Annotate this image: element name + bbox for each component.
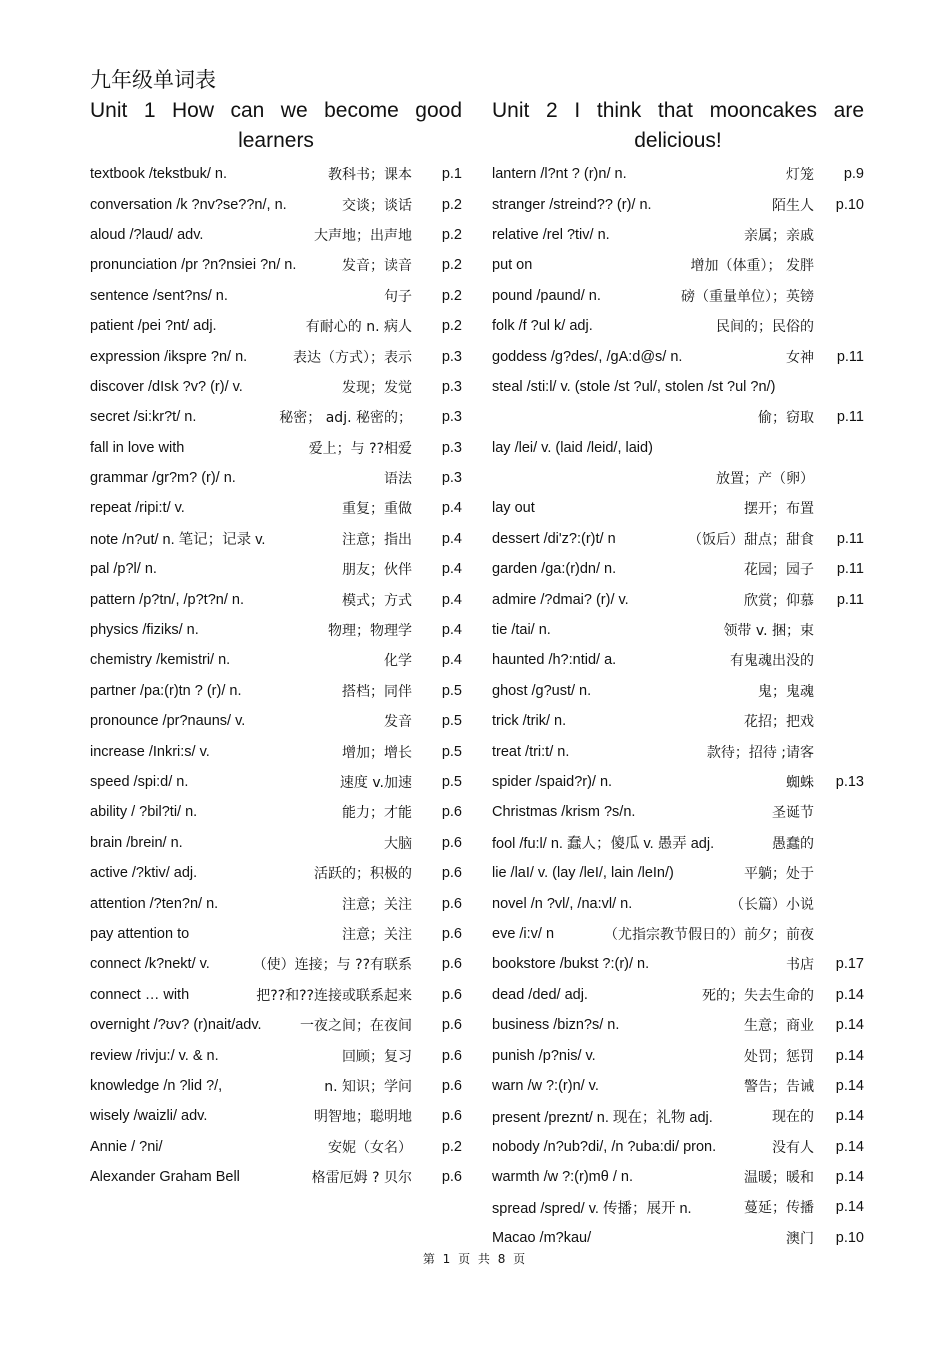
vocab-word: Macao /m?kau/ — [492, 1229, 592, 1246]
vocab-entry — [90, 554, 462, 584]
vocab-word: pound /paund/ n. — [492, 287, 601, 304]
vocab-page-ref: p.3 — [441, 378, 462, 395]
vocab-meaning: 摆开；布置 — [744, 501, 814, 518]
vocab-meaning: 款待；招待 ;请客 — [706, 744, 814, 761]
vocab-page-ref: p.4 — [441, 561, 462, 578]
vocab-entry — [492, 524, 864, 554]
vocab-page-ref: p.6 — [441, 895, 462, 912]
vocab-entry — [90, 1132, 462, 1162]
vocab-word: speed /spi:d/ n. — [90, 774, 189, 790]
vocab-meaning: 磅（重量单位）；英镑 — [681, 288, 814, 305]
vocab-word: pay attention to — [90, 925, 190, 942]
vocab-page-ref: p.14 — [835, 986, 864, 1003]
vocab-meaning: 活跃的；积极的 — [314, 866, 412, 883]
vocab-page-ref: p.3 — [441, 470, 462, 487]
vocab-meaning: 领带 v. 捆；束 — [723, 623, 814, 640]
vocab-word: pronounce /pr?nauns/ v. — [90, 713, 246, 730]
vocab-meaning: 亲属；亲戚 — [744, 227, 814, 244]
vocab-meaning: 处罚；惩罚 — [744, 1048, 814, 1065]
vocab-word: physics /fiziks/ n. — [90, 622, 199, 639]
vocab-entry — [492, 645, 864, 675]
vocab-meaning: 蜘蛛 — [786, 775, 814, 791]
vocab-word: knowledge /n ?lid ?/, — [90, 1077, 223, 1094]
vocab-word: brain /brein/ n. — [90, 834, 183, 851]
vocab-word: review /rivju:/ v. & n. — [90, 1047, 219, 1064]
vocab-meaning: 花招；把戏 — [744, 714, 814, 731]
vocab-meaning: 没有人 — [772, 1139, 814, 1156]
vocab-entry — [492, 554, 864, 584]
vocab-page-ref: p.6 — [441, 834, 462, 851]
vocab-page-ref: p.4 — [441, 622, 462, 639]
vocab-word: repeat /ripi:t/ v. — [90, 500, 185, 517]
vocab-page-ref: p.4 — [441, 500, 462, 517]
vocab-meaning: 平躺；处于 — [744, 866, 814, 883]
vocab-meaning: 秘密； adj. 秘密的； — [279, 410, 412, 427]
document-title: 九年级单词表 — [90, 68, 216, 92]
vocab-entry — [90, 311, 462, 341]
vocab-page-ref: p.2 — [441, 196, 462, 213]
vocab-word: stranger /streind?? (r)/ n. — [492, 196, 652, 213]
vocab-word: connect /k?nekt/ v. — [90, 956, 210, 973]
vocab-entry — [492, 250, 864, 280]
vocab-word: textbook /tekstbuk/ n. — [90, 166, 228, 183]
vocab-meaning: 欣赏；仰慕 — [744, 592, 814, 609]
vocab-entry — [492, 949, 864, 979]
vocab-page-ref: p.6 — [441, 1077, 462, 1094]
vocab-word: dead /ded/ adj. — [492, 986, 588, 1003]
vocab-word: lie /laI/ v. (lay /leI/, lain /leIn/) — [492, 865, 674, 882]
vocab-entry — [492, 888, 864, 918]
vocab-word: wisely /waizli/ adv. — [90, 1108, 208, 1125]
vocab-page-ref: p.9 — [843, 166, 864, 183]
vocab-page-ref: p.5 — [441, 743, 462, 760]
vocab-entry — [492, 828, 864, 858]
vocab-meaning: 增加；增长 — [342, 744, 412, 761]
vocab-page-ref: p.2 — [441, 287, 462, 304]
vocab-entry — [90, 1010, 462, 1040]
vocab-page-ref: p.11 — [836, 409, 864, 426]
vocab-word: increase /Inkri:s/ v. — [90, 743, 210, 760]
vocab-word: punish /p?nis/ v. — [492, 1047, 596, 1064]
vocab-word: partner /pa:(r)tn ? (r)/ n. — [90, 682, 242, 699]
vocab-entry — [492, 433, 864, 463]
vocab-entry — [90, 797, 462, 827]
unit-1-heading-continued: learners — [238, 129, 314, 152]
unit-2-word-list — [492, 159, 864, 1253]
vocab-meaning: 安妮（女名） — [328, 1139, 412, 1156]
unit-1-word-list — [90, 159, 462, 1192]
vocab-word: spider /spaid?r)/ n. — [492, 774, 613, 790]
vocab-word: fool /fu:l/ n. 蠢人；傻瓜 v. 愚弄 adj. — [492, 836, 715, 853]
vocab-page-ref: p.6 — [441, 986, 462, 1003]
vocab-entry — [90, 524, 462, 554]
vocab-word: Christmas /krism ?s/n. — [492, 804, 636, 821]
vocab-word: sentence /sent?ns/ n. — [90, 287, 228, 304]
vocab-page-ref: p.10 — [835, 196, 864, 213]
vocab-page-ref: p.3 — [441, 409, 462, 426]
vocab-entry — [492, 159, 864, 189]
vocab-meaning: 生意；商业 — [744, 1018, 814, 1035]
vocab-page-ref: p.1 — [441, 166, 462, 183]
vocab-meaning: 陌生人 — [772, 197, 814, 214]
vocab-word: bookstore /bukst ?:(r)/ n. — [492, 956, 650, 973]
vocab-page-ref: p.11 — [836, 561, 864, 578]
vocab-meaning: 格雷厄姆 ? 贝尔 — [311, 1170, 412, 1187]
vocab-word: overnight /?ʊv? (r)nait/adv. — [90, 1017, 262, 1034]
vocab-entry — [492, 281, 864, 311]
vocab-word: trick /trik/ n. — [492, 713, 567, 730]
vocab-entry — [90, 1071, 462, 1101]
vocab-meaning: 爱上；与 ??相爱 — [308, 440, 412, 457]
vocab-page-ref: p.6 — [441, 1108, 462, 1125]
vocab-page-ref: p.14 — [835, 1138, 864, 1155]
vocab-entry — [492, 919, 864, 949]
vocab-entry — [90, 372, 462, 402]
vocab-word: note /n?ut/ n. 笔记；记录 v. — [90, 532, 266, 549]
vocab-word: grammar /gr?m? (r)/ n. — [90, 470, 236, 487]
vocab-entry — [492, 767, 864, 797]
unit-2-heading-continued: delicious! — [634, 129, 722, 152]
vocab-meaning: 发音 — [384, 714, 412, 731]
vocab-word: Alexander Graham Bell — [90, 1169, 240, 1186]
vocab-page-ref: p.4 — [441, 591, 462, 608]
vocab-meaning: 能力；才能 — [342, 805, 412, 822]
vocab-meaning: 书店 — [786, 957, 814, 974]
vocab-entry — [90, 250, 462, 280]
vocab-word: aloud /?laud/ adv. — [90, 226, 204, 243]
vocab-word: chemistry /kemistri/ n. — [90, 652, 231, 669]
vocab-entry — [492, 858, 864, 888]
vocab-word: relative /rel ?tiv/ n. — [492, 226, 610, 243]
vocab-entry — [90, 706, 462, 736]
vocab-meaning: 大脑 — [384, 835, 412, 852]
vocab-page-ref: p.14 — [835, 1108, 864, 1125]
vocab-word: conversation /k ?nv?se??n/, n. — [90, 196, 287, 213]
unit-2-column — [492, 96, 864, 1253]
vocab-page-ref: p.2 — [441, 226, 462, 243]
vocab-meaning: n. 知识；学问 — [324, 1078, 412, 1095]
vocab-entry — [492, 584, 864, 614]
vocab-entry — [492, 1010, 864, 1040]
vocab-entry — [492, 736, 864, 766]
vocab-entry — [90, 888, 462, 918]
vocab-page-ref: p.6 — [441, 1017, 462, 1034]
vocab-word: ability / ?bil?ti/ n. — [90, 804, 198, 821]
vocab-entry — [492, 1192, 864, 1222]
vocab-page-ref: p.14 — [835, 1077, 864, 1094]
vocab-word: fall in love with — [90, 439, 185, 456]
vocab-page-ref: p.13 — [835, 774, 864, 790]
vocab-entry — [90, 949, 462, 979]
vocab-page-ref: p.4 — [441, 530, 462, 547]
vocab-page-ref: p.5 — [441, 774, 462, 790]
vocab-word: lantern /l?nt ? (r)n/ n. — [492, 166, 627, 183]
vocab-entry — [492, 493, 864, 523]
vocab-word: expression /ikspre ?n/ n. — [90, 348, 248, 365]
vocab-page-ref: p.3 — [441, 348, 462, 365]
vocab-word: attention /?ten?n/ n. — [90, 895, 219, 912]
vocab-page-ref: p.6 — [441, 925, 462, 942]
vocab-page-ref: p.5 — [441, 682, 462, 699]
vocab-entry — [90, 493, 462, 523]
vocab-entry — [90, 676, 462, 706]
vocab-meaning: （使）连接；与 ??有联系 — [252, 957, 412, 974]
vocab-entry — [492, 797, 864, 827]
vocab-meaning: 朋友；伙伴 — [342, 562, 412, 579]
vocab-entry — [492, 676, 864, 706]
vocab-word: secret /si:kr?t/ n. — [90, 409, 197, 426]
vocab-word: pronunciation /pr ?n?nsiei ?n/ n. — [90, 257, 297, 274]
vocab-entry — [90, 1040, 462, 1070]
vocab-word: pal /p?l/ n. — [90, 561, 157, 578]
vocab-page-ref: p.11 — [836, 530, 864, 547]
vocab-meaning: 死的；失去生命的 — [702, 987, 814, 1004]
vocab-page-ref: p.3 — [441, 439, 462, 456]
vocab-entry — [90, 980, 462, 1010]
vocab-page-ref: p.11 — [836, 348, 864, 365]
vocab-word: admire /?dmai? (r)/ v. — [492, 591, 629, 608]
vocab-page-ref: p.6 — [441, 804, 462, 821]
vocab-entry — [492, 402, 864, 432]
vocab-word: garden /ga:(r)dn/ n. — [492, 561, 617, 578]
vocab-word: tie /tai/ n. — [492, 622, 551, 639]
vocab-entry — [90, 220, 462, 250]
vocab-meaning: 警告；告诫 — [744, 1078, 814, 1095]
vocab-word: active /?ktiv/ adj. — [90, 865, 198, 882]
vocab-meaning: 花园；园子 — [744, 562, 814, 579]
vocab-meaning: 句子 — [384, 288, 412, 305]
vocab-entry — [492, 1101, 864, 1131]
vocab-meaning: 民间的；民俗的 — [716, 319, 814, 336]
vocab-meaning: 有鬼魂出没的 — [730, 653, 814, 670]
vocab-entry — [492, 311, 864, 341]
vocab-meaning: 灯笼 — [786, 167, 814, 184]
vocab-meaning: 发音；读音 — [342, 258, 412, 275]
vocab-word: steal /sti:l/ v. (stole /st ?ul/, stolen /st ?ul ?n/) — [492, 378, 776, 395]
vocab-meaning: 放置；产（卵） — [716, 471, 814, 488]
vocab-entry — [90, 767, 462, 797]
vocab-page-ref: p.6 — [441, 1169, 462, 1186]
vocab-word: spread /spred/ v. 传播；展开 n. — [492, 1200, 692, 1217]
vocab-meaning: 女神 — [786, 349, 814, 366]
vocab-word: pattern /p?tn/, /p?t?n/ n. — [90, 591, 244, 608]
vocab-meaning: 把??和??连接或联系起来 — [256, 987, 412, 1004]
vocab-meaning: 搭档；同伴 — [342, 683, 412, 700]
vocab-word: warmth /w ?:(r)mθ / n. — [492, 1169, 633, 1186]
vocab-entry — [90, 341, 462, 371]
vocab-word: warn /w ?:(r)n/ v. — [492, 1077, 599, 1094]
vocab-word: nobody /n?ub?di/, /n ?uba:di/ pron. — [492, 1138, 717, 1155]
vocab-meaning: 有耐心的 n. 病人 — [305, 319, 412, 336]
vocab-entry — [90, 159, 462, 189]
vocab-meaning: 速度 v.加速 — [339, 775, 412, 791]
vocab-word: connect … with — [90, 986, 190, 1003]
vocab-word: ghost /g?ust/ n. — [492, 682, 592, 699]
vocab-page-ref: p.17 — [835, 956, 864, 973]
vocab-page-ref: p.14 — [835, 1169, 864, 1186]
vocab-meaning: 交谈；谈话 — [342, 197, 412, 214]
vocab-word: business /bizn?s/ n. — [492, 1017, 620, 1034]
vocab-page-ref: p.14 — [835, 1199, 864, 1216]
vocab-entry — [492, 1223, 864, 1253]
vocab-page-ref: p.6 — [441, 865, 462, 882]
vocab-word: treat /tri:t/ n. — [492, 743, 570, 760]
vocab-page-ref: p.10 — [835, 1229, 864, 1246]
vocab-entry — [492, 220, 864, 250]
page-footer: 第 1 页 共 8 页 — [422, 1252, 528, 1266]
vocab-meaning: 发现；发觉 — [342, 379, 412, 396]
vocab-meaning: 温暖；暖和 — [744, 1170, 814, 1187]
vocab-entry — [492, 463, 864, 493]
vocab-meaning: 语法 — [384, 471, 412, 488]
vocab-meaning: 表达（方式）；表示 — [293, 349, 412, 366]
vocab-word: goddess /g?des/, /gA:d@s/ n. — [492, 348, 683, 365]
vocab-meaning: 偷；窃取 — [758, 410, 814, 427]
vocab-meaning: 重复；重做 — [342, 501, 412, 518]
unit-2-heading: Unit 2 I think that mooncakes are — [492, 99, 864, 122]
vocab-word: discover /dIsk ?v? (r)/ v. — [90, 378, 243, 395]
vocab-word: eve /i:v/ n — [492, 925, 555, 942]
vocab-meaning: 注意；指出 — [342, 531, 412, 548]
vocab-entry — [90, 584, 462, 614]
vocab-meaning: 一夜之间；在夜间 — [300, 1018, 412, 1035]
vocab-meaning: 明智地；聪明地 — [314, 1109, 412, 1126]
vocab-entry — [90, 281, 462, 311]
vocab-entry — [90, 615, 462, 645]
vocab-meaning: 模式；方式 — [342, 592, 412, 609]
vocab-page-ref: p.6 — [441, 1047, 462, 1064]
vocab-entry — [90, 433, 462, 463]
vocab-meaning: （尤指宗教节假日的）前夕；前夜 — [604, 926, 814, 943]
vocab-word: lay out — [492, 500, 535, 517]
vocab-entry — [90, 402, 462, 432]
vocab-page-ref: p.4 — [441, 652, 462, 669]
vocab-meaning: 物理；物理学 — [328, 623, 412, 640]
vocab-meaning: （长篇）小说 — [730, 896, 814, 913]
vocab-entry — [90, 1162, 462, 1192]
vocab-meaning: 愚蠢的 — [772, 835, 814, 852]
vocab-entry — [90, 645, 462, 675]
vocab-word: dessert /di'z?:(r)t/ n — [492, 530, 616, 547]
vocab-page-ref: p.5 — [441, 713, 462, 730]
vocab-page-ref: p.14 — [835, 1047, 864, 1064]
vocab-entry — [492, 372, 864, 402]
vocab-entry — [492, 615, 864, 645]
vocab-entry — [90, 463, 462, 493]
vocab-word: lay /lei/ v. (laid /leid/, laid) — [492, 439, 653, 456]
vocab-entry — [492, 1071, 864, 1101]
vocab-page-ref: p.14 — [835, 1017, 864, 1034]
vocab-word: Annie / ?ni/ — [90, 1138, 163, 1155]
vocab-meaning: 蔓延；传播 — [744, 1200, 814, 1217]
vocab-entry — [90, 858, 462, 888]
vocab-entry — [492, 980, 864, 1010]
vocab-meaning: 教科书；课本 — [328, 167, 412, 184]
vocab-word: novel /n ?vl/, /na:vl/ n. — [492, 895, 633, 912]
vocab-word: patient /pei ?nt/ adj. — [90, 318, 217, 335]
vocab-word: haunted /h?:ntid/ a. — [492, 652, 617, 669]
vocab-meaning: 现在的 — [772, 1109, 814, 1126]
vocab-entry — [90, 736, 462, 766]
vocab-meaning: 圣诞节 — [772, 805, 814, 822]
vocab-meaning: 注意；关注 — [342, 896, 412, 913]
vocab-word: present /preznt/ n. 现在；礼物 adj. — [492, 1109, 713, 1126]
vocab-meaning: 化学 — [384, 653, 412, 670]
vocab-entry — [90, 189, 462, 219]
vocab-page-ref: p.2 — [441, 1138, 462, 1155]
vocab-entry — [90, 919, 462, 949]
vocab-entry — [90, 828, 462, 858]
vocab-page-ref: p.11 — [836, 591, 864, 608]
vocab-entry — [492, 706, 864, 736]
vocab-meaning: 注意；关注 — [342, 926, 412, 943]
vocab-word: put on — [492, 257, 533, 274]
vocab-meaning: （饭后）甜点；甜食 — [688, 531, 814, 548]
vocab-entry — [492, 341, 864, 371]
vocab-meaning: 大声地；出声地 — [314, 227, 412, 244]
vocab-entry — [492, 1040, 864, 1070]
vocab-entry — [492, 1132, 864, 1162]
vocab-page-ref: p.2 — [441, 318, 462, 335]
vocab-entry — [492, 189, 864, 219]
vocab-meaning: 澳门 — [786, 1230, 814, 1247]
vocab-page-ref: p.6 — [441, 956, 462, 973]
vocab-meaning: 鬼；鬼魂 — [758, 683, 814, 700]
vocab-word: folk /f ?ul k/ adj. — [492, 318, 593, 335]
vocab-meaning: 回顾；复习 — [342, 1048, 412, 1065]
vocab-entry — [492, 1162, 864, 1192]
unit-1-heading: Unit 1 How can we become good — [90, 99, 462, 122]
vocab-entry — [90, 1101, 462, 1131]
unit-1-column — [90, 96, 462, 1192]
vocab-page-ref: p.2 — [441, 257, 462, 274]
vocab-meaning: 增加（体重）； 发胖 — [690, 258, 814, 275]
